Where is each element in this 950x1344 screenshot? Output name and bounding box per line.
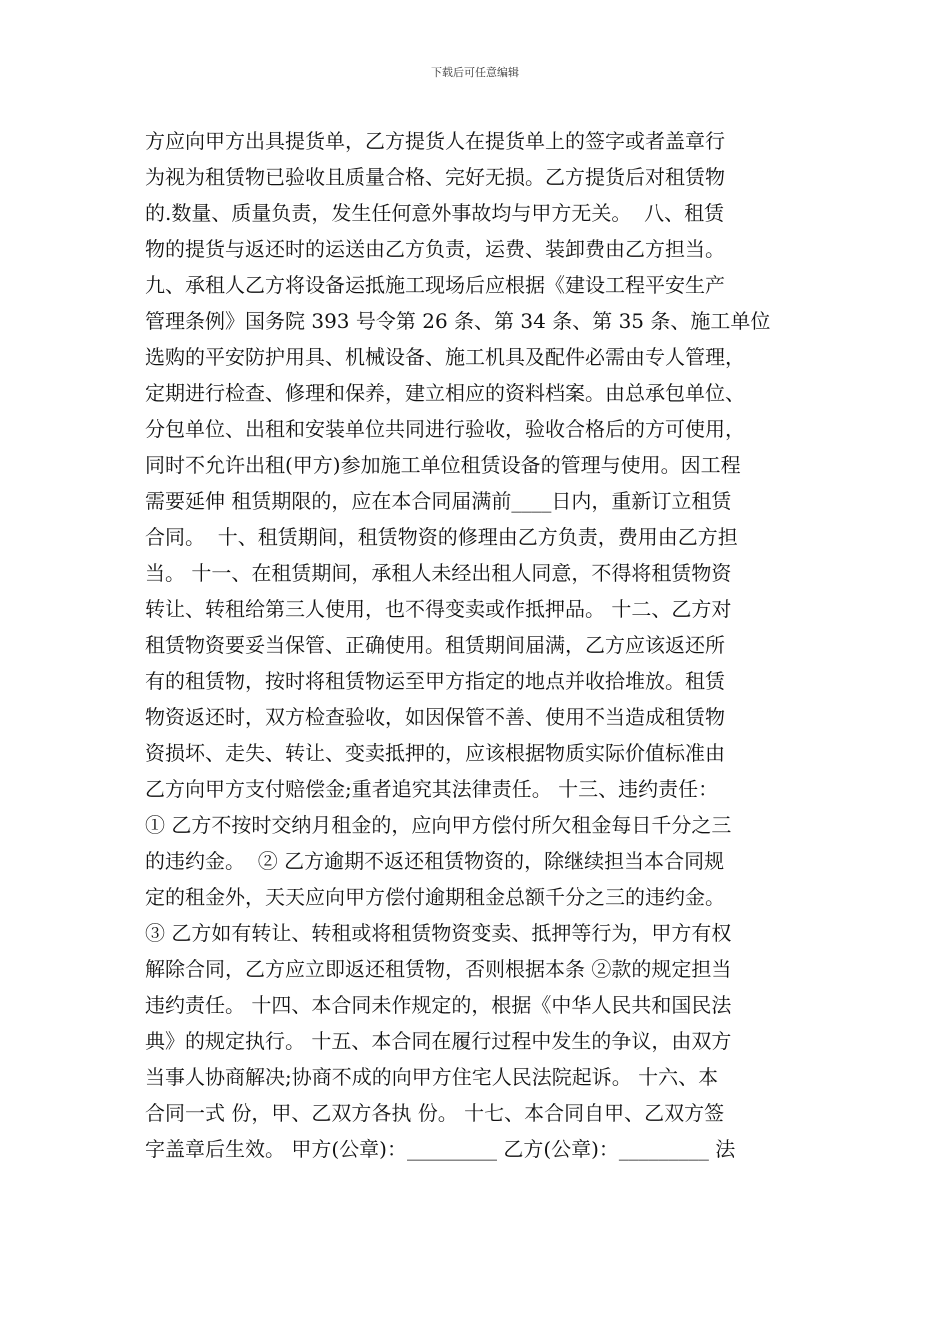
text-line: 租赁物资要妥当保管、正确使用。租赁期间届满，乙方应该返还所 [145, 633, 725, 657]
text-line: 典》的规定执行。 十五、本合同在履行过程中发生的争议，由双方 [145, 1029, 732, 1053]
text-line: 违约责任。 十四、本合同未作规定的，根据《中华人民共和国民法 [145, 993, 732, 1017]
text-line: 为视为租赁物已验收且质量合格、完好无损。乙方提货后对租赁物 [145, 165, 725, 189]
text-line: 合同一式 份，甲、乙双方各执 份。 十七、本合同自甲、乙双方签 [145, 1101, 725, 1125]
text-line: 的违约金。 ② 乙方逾期不返还租赁物资的，除继续担当本合同规 [145, 849, 725, 873]
text-line: 九、承租人乙方将设备运抵施工现场后应根据《建设工程平安生产 [145, 273, 725, 297]
text-line: 字盖章后生效。 甲方(公章)：_________ 乙方(公章)：_________ 法 [145, 1137, 736, 1161]
text-line: 物的提货与返还时的运送由乙方负责，运费、装卸费由乙方担当。 [145, 237, 725, 261]
text-line: 当。 十一、在租赁期间，承租人未经出租人同意，不得将租赁物资 [145, 561, 732, 585]
text-line: 当事人协商解决;协商不成的向甲方住宅人民法院起诉。 十六、本 [145, 1065, 719, 1089]
text-line: 定期进行检查、修理和保养，建立相应的资料档案。由总承包单位、 [145, 381, 745, 405]
text-line: 定的租金外，天天应向甲方偿付逾期租金总额千分之三的违约金。 [145, 885, 725, 909]
page-header: 下载后可任意编辑 [431, 66, 519, 79]
text-line: 物资返还时，双方检查验收，如因保管不善、使用不当造成租赁物 [145, 705, 725, 729]
text-line: 有的租赁物，按时将租赁物运至甲方指定的地点并收拾堆放。租赁 [145, 669, 725, 693]
text-line: 需要延伸 租赁期限的，应在本合同届满前____日内，重新订立租赁 [145, 489, 732, 513]
text-line: 分包单位、出租和安装单位共同进行验收，验收合格后的方可使用， [145, 417, 745, 441]
text-line: 管理条例》国务院 393 号令第 26 条、第 34 条、第 35 条、施工单位 [145, 309, 771, 333]
text-line: ③ 乙方如有转让、转租或将租赁物资变卖、抵押等行为，甲方有权 [145, 921, 732, 945]
text-line: 同时不允许出租(甲方)参加施工单位租赁设备的管理与使用。因工程 [145, 453, 741, 477]
text-line: 解除合同，乙方应立即返还租赁物，否则根据本条 ②款的规定担当 [145, 957, 732, 981]
text-line: ① 乙方不按时交纳月租金的，应向甲方偿付所欠租金每日千分之三 [145, 813, 732, 837]
text-line: 的.数量、质量负责，发生任何意外事故均与甲方无关。 八、租赁 [145, 201, 725, 225]
text-line: 资损坏、走失、转让、变卖抵押的，应该根据物质实际价值标准由 [145, 741, 725, 765]
text-line: 转让、转租给第三人使用，也不得变卖或作抵押品。 十二、乙方对 [145, 597, 732, 621]
text-line: 合同。 十、租赁期间，租赁物资的修理由乙方负责，费用由乙方担 [145, 525, 738, 549]
document-body [145, 123, 810, 1167]
text-line: 方应向甲方出具提货单，乙方提货人在提货单上的签字或者盖章行 [145, 129, 725, 153]
text-line: 选购的平安防护用具、机械设备、施工机具及配件必需由专人管理， [145, 345, 745, 369]
text-line: 乙方向甲方支付赔偿金;重者追究其法律责任。 十三、违约责任： [145, 777, 719, 801]
